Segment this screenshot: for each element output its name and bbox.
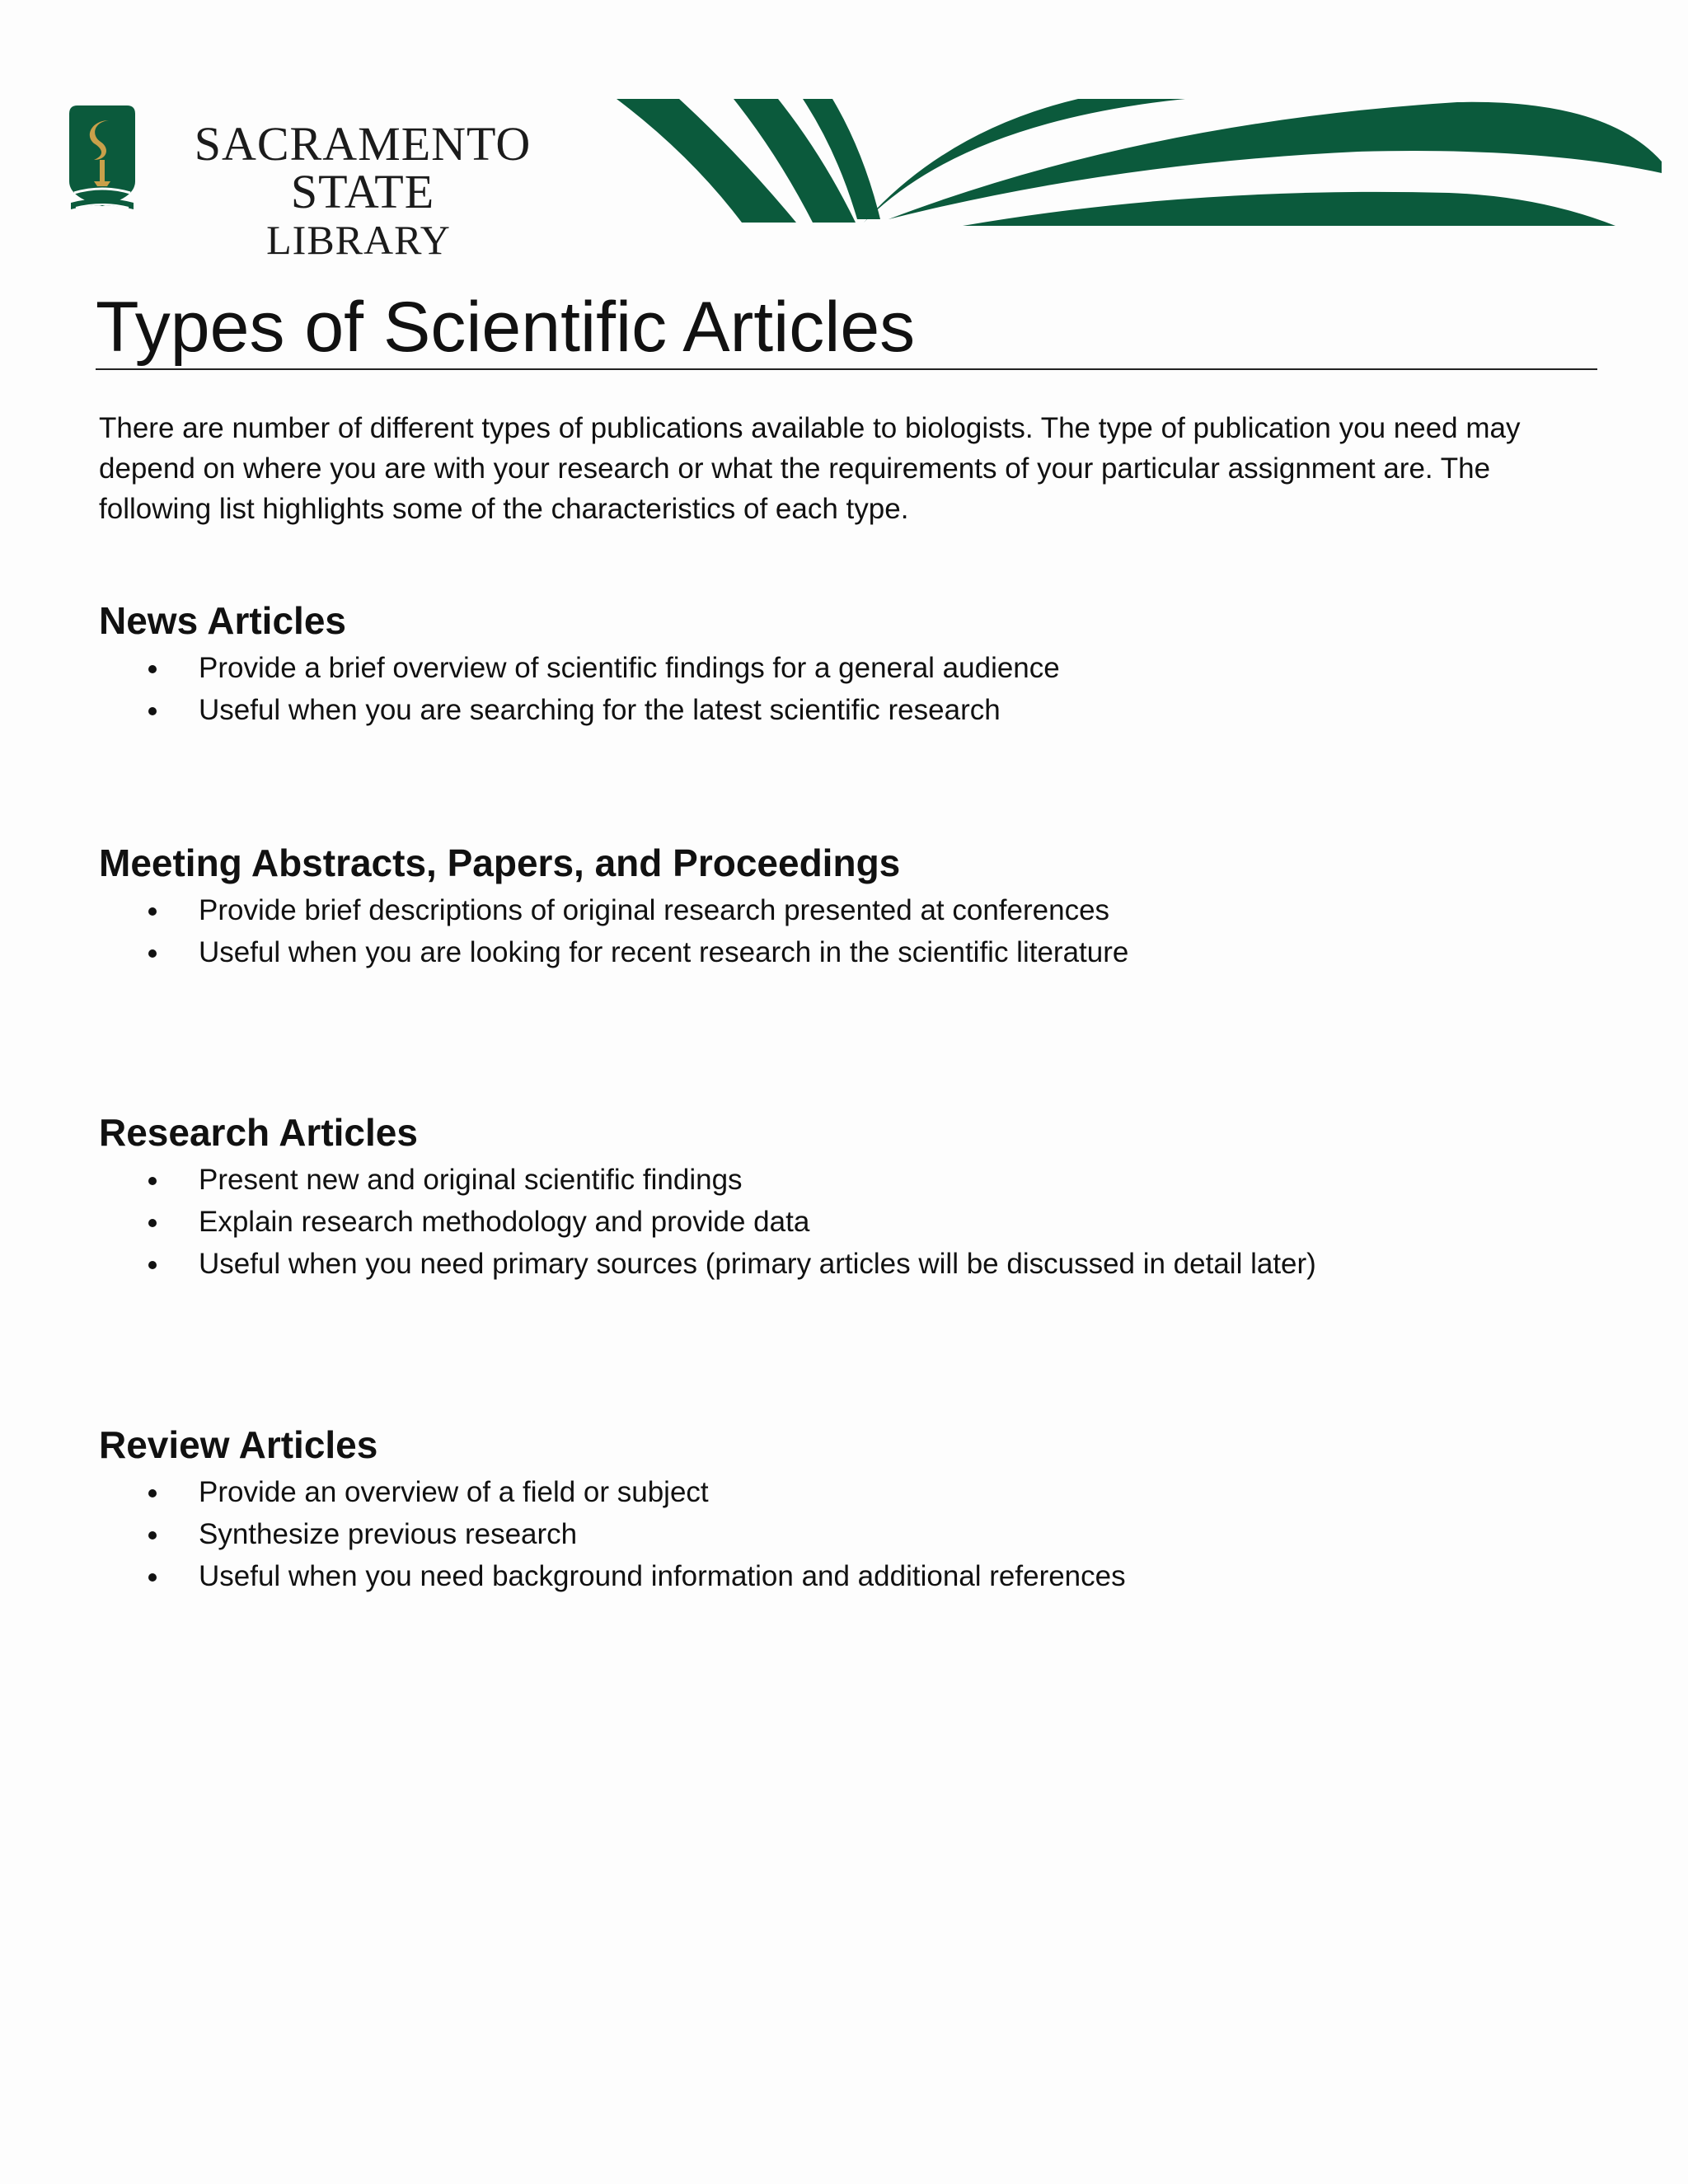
section-heading: Review Articles <box>99 1423 378 1466</box>
list-item <box>99 889 1582 931</box>
library-wordmark <box>140 117 585 263</box>
bullet-list <box>99 889 1582 973</box>
section-review-articles <box>99 1422 1582 1597</box>
list-item-text: Present new and original scientific findings <box>199 1164 743 1197</box>
list-item-text: Useful when you need background information and additional references <box>199 1560 1126 1593</box>
list-item-text: Provide a brief overview of scientific findings for a general audience <box>199 652 1060 685</box>
bullet-icon <box>148 1531 157 1540</box>
section-meeting-abstracts <box>99 841 1582 973</box>
bullet-icon <box>148 1177 157 1185</box>
bullet-icon <box>148 949 157 958</box>
list-item-text: Explain research methodology and provide data <box>199 1206 810 1239</box>
list-item <box>99 1159 1582 1201</box>
list-item <box>99 1243 1582 1285</box>
bullet-icon <box>148 707 157 715</box>
section-heading: News Articles <box>99 599 346 642</box>
bullet-list <box>99 1471 1582 1597</box>
bullet-icon <box>148 1261 157 1269</box>
list-item-text: Provide brief descriptions of original research presented at conferences <box>199 894 1110 927</box>
section-heading: Meeting Abstracts, Papers, and Proceedings <box>99 841 901 884</box>
section-heading: Research Articles <box>99 1111 418 1154</box>
bullet-icon <box>148 665 157 673</box>
list-item <box>99 647 1582 689</box>
bullet-icon <box>148 907 157 916</box>
decorative-banner-swoosh <box>617 97 1662 226</box>
list-item-text: Synthesize previous research <box>199 1518 578 1551</box>
section-news-articles <box>99 598 1582 731</box>
wordmark-line-1: SACRAMENTO STATE <box>194 117 532 218</box>
bullet-icon <box>148 1489 157 1497</box>
list-item <box>99 689 1582 731</box>
intro-paragraph: There are number of different types of publications available to biologists. The type of publication you need may depend on where you are with your research or what the requirements of your particular assignment are. The following list highlights some of the characteristics of each type. <box>99 411 1521 525</box>
list-item-text: Provide an overview of a field or subject <box>199 1476 709 1509</box>
wordmark-line-2: LIBRARY <box>266 217 451 263</box>
bullet-icon <box>148 1219 157 1227</box>
list-item-text: Useful when you need primary sources (primary articles will be discussed in detail later) <box>199 1248 1316 1281</box>
section-research-articles <box>99 1110 1582 1285</box>
document-body <box>96 288 1596 529</box>
list-item-text: Useful when you are searching for the latest scientific research <box>199 694 1001 727</box>
bullet-list <box>99 647 1582 731</box>
list-item <box>99 1555 1582 1597</box>
list-item <box>99 1471 1582 1513</box>
page-title: Types of Scientific Articles <box>96 288 1597 370</box>
list-item-text: Useful when you are looking for recent research in the scientific literature <box>199 936 1129 969</box>
sac-state-shield-logo <box>69 105 135 214</box>
list-item <box>99 1201 1582 1243</box>
list-item <box>99 931 1582 973</box>
page-header <box>0 0 1688 263</box>
bullet-icon <box>148 1573 157 1582</box>
bullet-list <box>99 1159 1582 1285</box>
list-item <box>99 1513 1582 1555</box>
